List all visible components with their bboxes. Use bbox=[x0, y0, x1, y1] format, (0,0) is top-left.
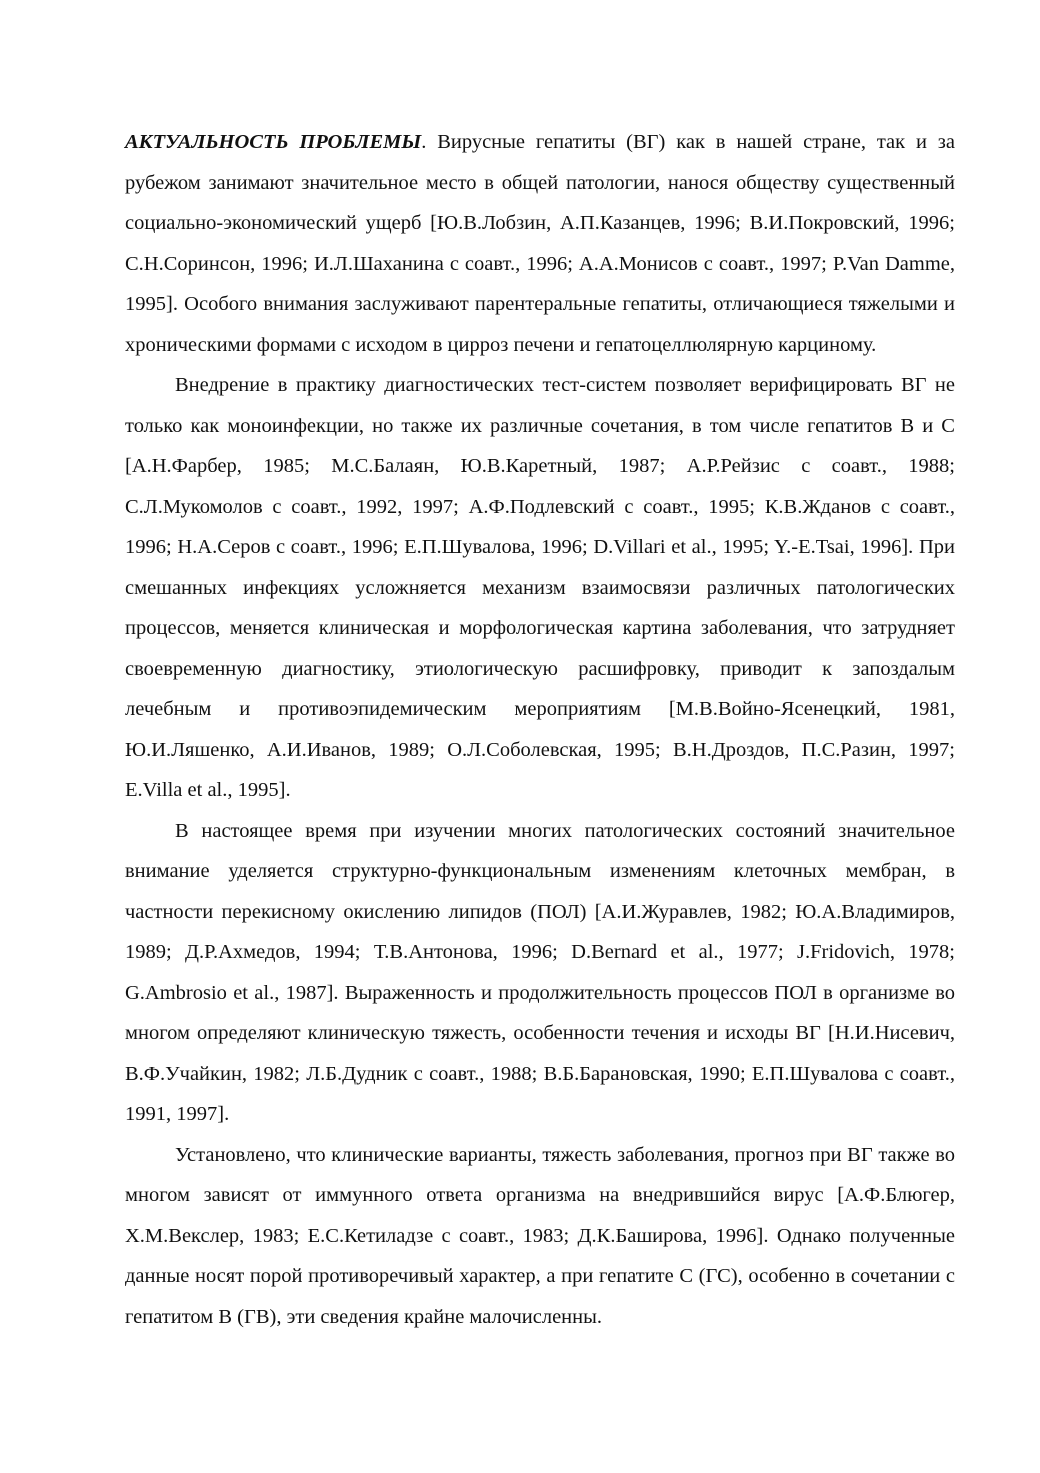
paragraph-immune-response: Установлено, что клинические варианты, тяжесть заболевания, прогноз при ВГ также во многом зависят от иммунного ответа организма на внедрившийся вирус [А.Ф.Блюгер, Х.М.Векслер, 1983; Е.С.Кетиладзе с соавт., 1983; Д.К.Баширова, 1996]. Однако полученные данные носят порой противоречивый характер, а при гепатите С (ГС), особенно в сочетании с гепатитом В (ГВ), эти сведения крайне малочисленны. bbox=[125, 1143, 955, 1328]
paragraph-diagnostics: Внедрение в практику диагностических тест-систем позволяет верифицировать ВГ не только как моноинфекции, но также их различные сочетания, в том числе гепатитов В и С [А.Н.Фарбер, 1985; М.С.Балаян, Ю.В.Каретный, 1987; А.Р.Рейзис с соавт., 1988; С.Л.Мукомолов с соавт., 1992, 1997; А.Ф.Подлевский с соавт., 1995; К.В.Жданов с соавт., 1996; Н.А.Серов с соавт., 1996; Е.П.Шувалова, 1996; D.Villari et al., 1995; Y.-E.Tsai, 1996]. При смешанных инфекциях усложняется механизм взаимосвязи различных патологических процессов, меняется клиническая и морфологическая картина заболевания, что затрудняет своевременную диагностику, этиологическую расшифровку, приводит к запоздалым лечебным и противоэпидемическим мероприятиям [М.В.Войно-Ясенецкий, 1981, Ю.И.Ляшенко, А.И.Иванов, 1989; О.Л.Соболевская, 1995; В.Н.Дроздов, П.С.Разин, 1997; E.Villa et al., 1995]. bbox=[125, 374, 955, 801]
section-heading: АКТУАЛЬНОСТЬ ПРОБЛЕМЫ bbox=[125, 131, 422, 153]
paragraph-relevance bbox=[125, 122, 955, 365]
paragraph-text: . Вирусные гепатиты (ВГ) как в нашей стране, так и за рубежом занимают значительное место в общей патологии, нанося обществу существенный социально-экономический ущерб [Ю.В.Лобзин, А.П.Казанцев, 1996; В.И.Покровский, 1996; С.Н.Соринсон, 1996; И.Л.Шаханина с соавт., 1996; А.А.Монисов с соавт., 1997; P.Van Damme, 1995]. Особого внимания заслуживают парентеральные гепатиты, отличающиеся тяжелыми и хроническими формами с исходом в цирроз печени и гепатоцеллюлярную карциному. bbox=[125, 131, 955, 356]
paragraph-lipid-peroxidation: В настоящее время при изучении многих патологических состояний значительное внимание уделяется структурно-функциональным изменениям клеточных мембран, в частности перекисному окислению липидов (ПОЛ) [А.И.Журавлев, 1982; Ю.А.Владимиров, 1989; Д.Р.Ахмедов, 1994; Т.В.Антонова, 1996; D.Bernard et al., 1977; J.Fridovich, 1978; G.Ambrosio et al., 1987]. Выраженность и продолжительность процессов ПОЛ в организме во многом определяют клиническую тяжесть, особенности течения и исходы ВГ [Н.И.Нисевич, В.Ф.Учайкин, 1982; Л.Б.Дудник с соавт., 1988; В.Б.Барановская, 1990; Е.П.Шувалова с соавт., 1991, 1997]. bbox=[125, 819, 955, 1125]
document-page bbox=[125, 122, 955, 1337]
